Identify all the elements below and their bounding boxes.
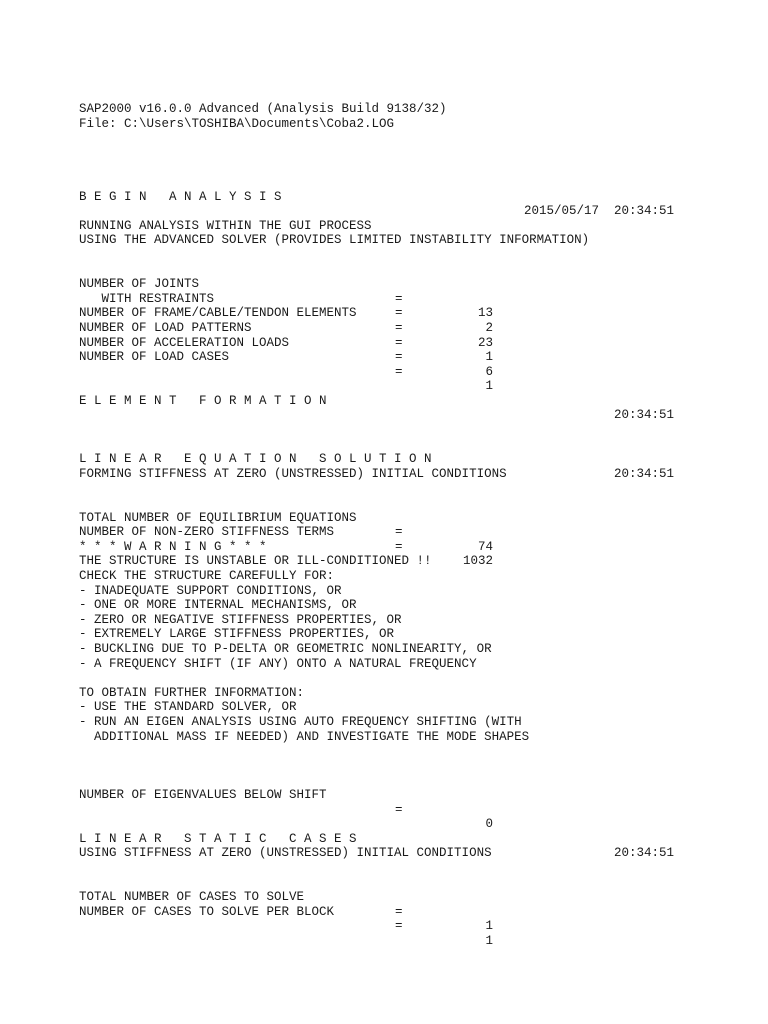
section-timestamp: 20:34:51 (613, 846, 674, 861)
stat-equals: = (395, 919, 403, 934)
stat-label: WITH RESTRAINTS (79, 291, 215, 306)
stat-label: NUMBER OF CASES TO SOLVE PER BLOCK (79, 904, 335, 919)
stat-label: NUMBER OF FRAME/CABLE/TENDON ELEMENTS (79, 306, 357, 321)
stat-label: NUMBER OF EIGENVALUES BELOW SHIFT (79, 787, 327, 802)
stat-equals: = (395, 364, 403, 379)
warning-line: - ZERO OR NEGATIVE STIFFNESS PROPERTIES, OR (79, 612, 402, 627)
stat-value: 1 (485, 919, 493, 934)
stat-value: 74 (477, 539, 493, 554)
stat-value: 1 (485, 933, 493, 948)
section-timestamp: 2015/05/17 20:34:51 (523, 204, 674, 219)
stat-equals: = (395, 320, 403, 335)
stat-row (79, 336, 719, 394)
info-line: - USE THE STANDARD SOLVER, OR (79, 700, 297, 715)
warning-line: - INADEQUATE SUPPORT CONDITIONS, OR (79, 583, 342, 598)
stat-value: 0 (485, 817, 493, 832)
info-line: TO OBTAIN FURTHER INFORMATION: (79, 685, 305, 700)
section-timestamp: 20:34:51 (613, 408, 674, 423)
stat-equals: = (395, 802, 403, 817)
stat-label: NUMBER OF JOINTS (79, 277, 200, 292)
section-title: LINEAR STATIC CASES (79, 831, 365, 846)
stat-value: 1 (485, 350, 493, 365)
warning-line: - ONE OR MORE INTERNAL MECHANISMS, OR (79, 598, 357, 613)
warning-line: - EXTREMELY LARGE STIFFNESS PROPERTIES, OR (79, 627, 395, 642)
program-version-line: SAP2000 v16.0.0 Advanced (Analysis Build 9138/32) (79, 102, 447, 116)
stat-row (79, 773, 719, 832)
section-header-begin-analysis (79, 175, 719, 219)
info-line: - RUN AN EIGEN ANALYSIS USING AUTO FREQUENCY SHIFTING (WITH (79, 714, 522, 729)
info-line: ADDITIONAL MASS IF NEEDED) AND INVESTIGATE THE MODE SHAPES (79, 729, 530, 744)
stat-label: NUMBER OF ACCELERATION LOADS (79, 335, 290, 350)
log-line: RUNNING ANALYSIS WITHIN THE GUI PROCESS (79, 218, 372, 233)
log-line: USING STIFFNESS AT ZERO (UNSTRESSED) INITIAL CONDITIONS (79, 846, 492, 861)
file-path-line: File: C:\Users\TOSHIBA\Documents\Coba2.LOG (79, 116, 395, 131)
log-line: FORMING STIFFNESS AT ZERO (UNSTRESSED) INITIAL CONDITIONS (79, 466, 507, 481)
section-title: ELEMENT FORMATION (79, 393, 335, 408)
log-line: USING THE ADVANCED SOLVER (PROVIDES LIMITED INSTABILITY INFORMATION) (79, 233, 590, 248)
section-timestamp: 20:34:51 (613, 466, 674, 481)
warning-title: * * * W A R N I N G * * * (79, 539, 267, 554)
stat-equals: = (395, 350, 403, 365)
stat-value: 2 (485, 320, 493, 335)
stat-value: 13 (477, 306, 493, 321)
stat-value: 23 (477, 335, 493, 350)
warning-line: CHECK THE STRUCTURE CAREFULLY FOR: (79, 569, 335, 583)
stat-equals: = (395, 291, 403, 306)
section-title: BEGIN ANALYSIS (79, 189, 290, 204)
section-header-element-formation (79, 379, 719, 423)
stat-value: 6 (485, 364, 493, 379)
stat-label: NUMBER OF NON-ZERO STIFFNESS TERMS (79, 525, 335, 540)
stat-label: TOTAL NUMBER OF EQUILIBRIUM EQUATIONS (79, 510, 357, 525)
stat-label: TOTAL NUMBER OF CASES TO SOLVE (79, 890, 305, 905)
stat-value: 1032 (462, 554, 493, 569)
analysis-log-document (79, 102, 719, 948)
stat-value: 1 (485, 379, 493, 394)
stat-row (79, 890, 719, 948)
stat-equals: = (395, 306, 403, 321)
warning-line: - BUCKLING DUE TO P-DELTA OR GEOMETRIC NONLINEARITY, OR (79, 641, 492, 656)
stat-label: NUMBER OF LOAD PATTERNS (79, 320, 252, 335)
warning-line: THE STRUCTURE IS UNSTABLE OR ILL-CONDITIONED !! (79, 554, 432, 569)
stat-equals: = (395, 904, 403, 919)
stat-equals: = (395, 335, 403, 350)
warning-line: - A FREQUENCY SHIFT (IF ANY) ONTO A NATURAL FREQUENCY (79, 656, 477, 671)
stat-label: NUMBER OF LOAD CASES (79, 350, 230, 365)
stat-equals: = (395, 539, 403, 554)
stat-equals: = (395, 525, 403, 540)
section-title: LINEAR EQUATION SOLUTION (79, 452, 440, 467)
